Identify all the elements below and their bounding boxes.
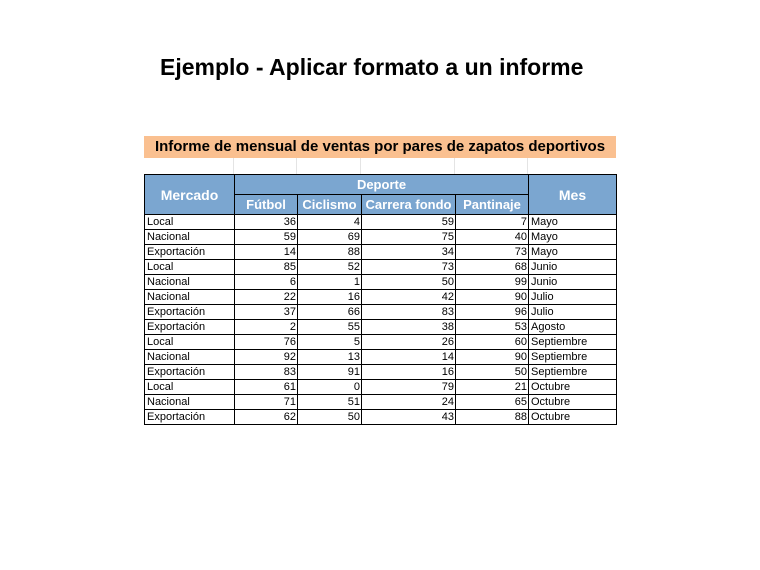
cell-patinaje: 40 (456, 230, 529, 245)
cell-ciclismo: 16 (298, 290, 362, 305)
cell-patinaje: 53 (456, 320, 529, 335)
cell-ciclismo: 0 (298, 380, 362, 395)
cell-mercado: Exportación (145, 365, 235, 380)
cell-futbol: 92 (235, 350, 298, 365)
cell-patinaje: 7 (456, 215, 529, 230)
table-row (145, 230, 617, 245)
blank-spacer-row (144, 158, 616, 174)
header-mes: Mes (529, 175, 617, 215)
cell-ciclismo: 5 (298, 335, 362, 350)
cell-carrera-fondo: 34 (362, 245, 456, 260)
report-banner: Informe de mensual de ventas por pares de zapatos deportivos (144, 136, 616, 158)
cell-ciclismo: 50 (298, 410, 362, 425)
cell-carrera-fondo: 14 (362, 350, 456, 365)
cell-carrera-fondo: 59 (362, 215, 456, 230)
header-patinaje: Pantinaje (456, 195, 529, 215)
cell-futbol: 83 (235, 365, 298, 380)
cell-patinaje: 96 (456, 305, 529, 320)
table-row (145, 395, 617, 410)
cell-mes: Octubre (529, 395, 617, 410)
cell-patinaje: 73 (456, 245, 529, 260)
cell-ciclismo: 51 (298, 395, 362, 410)
cell-futbol: 6 (235, 275, 298, 290)
cell-patinaje: 50 (456, 365, 529, 380)
table-row (145, 380, 617, 395)
cell-patinaje: 90 (456, 290, 529, 305)
cell-futbol: 22 (235, 290, 298, 305)
cell-mes: Mayo (529, 230, 617, 245)
header-carrera-fondo: Carrera fondo (362, 195, 456, 215)
cell-mes: Octubre (529, 410, 617, 425)
table-row (145, 275, 617, 290)
cell-carrera-fondo: 75 (362, 230, 456, 245)
cell-carrera-fondo: 73 (362, 260, 456, 275)
cell-carrera-fondo: 38 (362, 320, 456, 335)
cell-mes: Mayo (529, 215, 617, 230)
cell-ciclismo: 1 (298, 275, 362, 290)
cell-ciclismo: 13 (298, 350, 362, 365)
cell-futbol: 2 (235, 320, 298, 335)
cell-carrera-fondo: 79 (362, 380, 456, 395)
cell-ciclismo: 55 (298, 320, 362, 335)
cell-futbol: 62 (235, 410, 298, 425)
cell-patinaje: 99 (456, 275, 529, 290)
sales-table (144, 174, 617, 425)
cell-mercado: Local (145, 335, 235, 350)
cell-mercado: Exportación (145, 245, 235, 260)
cell-futbol: 61 (235, 380, 298, 395)
cell-mercado: Exportación (145, 305, 235, 320)
cell-mes: Septiembre (529, 350, 617, 365)
cell-ciclismo: 91 (298, 365, 362, 380)
header-deporte: Deporte (235, 175, 529, 195)
cell-mes: Julio (529, 290, 617, 305)
cell-carrera-fondo: 24 (362, 395, 456, 410)
cell-futbol: 59 (235, 230, 298, 245)
cell-futbol: 14 (235, 245, 298, 260)
table-row (145, 290, 617, 305)
cell-mercado: Nacional (145, 395, 235, 410)
cell-carrera-fondo: 50 (362, 275, 456, 290)
cell-ciclismo: 4 (298, 215, 362, 230)
cell-patinaje: 65 (456, 395, 529, 410)
cell-ciclismo: 52 (298, 260, 362, 275)
sales-table-body (145, 215, 617, 425)
cell-mercado: Nacional (145, 290, 235, 305)
table-row (145, 350, 617, 365)
table-row (145, 305, 617, 320)
cell-patinaje: 68 (456, 260, 529, 275)
cell-futbol: 71 (235, 395, 298, 410)
cell-mes: Septiembre (529, 335, 617, 350)
cell-patinaje: 90 (456, 350, 529, 365)
cell-mercado: Local (145, 380, 235, 395)
table-row (145, 320, 617, 335)
cell-ciclismo: 66 (298, 305, 362, 320)
cell-mes: Septiembre (529, 365, 617, 380)
table-row (145, 365, 617, 380)
table-row (145, 215, 617, 230)
cell-futbol: 76 (235, 335, 298, 350)
cell-mes: Octubre (529, 380, 617, 395)
cell-carrera-fondo: 83 (362, 305, 456, 320)
table-row (145, 410, 617, 425)
cell-futbol: 37 (235, 305, 298, 320)
header-futbol: Fútbol (235, 195, 298, 215)
cell-carrera-fondo: 16 (362, 365, 456, 380)
cell-mercado: Nacional (145, 230, 235, 245)
cell-patinaje: 60 (456, 335, 529, 350)
cell-mercado: Nacional (145, 350, 235, 365)
cell-mercado: Exportación (145, 320, 235, 335)
cell-mercado: Exportación (145, 410, 235, 425)
cell-futbol: 36 (235, 215, 298, 230)
cell-mes: Julio (529, 305, 617, 320)
header-ciclismo: Ciclismo (298, 195, 362, 215)
cell-patinaje: 88 (456, 410, 529, 425)
cell-mes: Junio (529, 260, 617, 275)
cell-ciclismo: 88 (298, 245, 362, 260)
cell-carrera-fondo: 42 (362, 290, 456, 305)
cell-mes: Mayo (529, 245, 617, 260)
cell-futbol: 85 (235, 260, 298, 275)
slide-title: Ejemplo - Aplicar formato a un informe (160, 54, 584, 80)
cell-carrera-fondo: 43 (362, 410, 456, 425)
cell-mercado: Nacional (145, 275, 235, 290)
cell-mes: Agosto (529, 320, 617, 335)
cell-mes: Junio (529, 275, 617, 290)
cell-mercado: Local (145, 215, 235, 230)
header-mercado: Mercado (145, 175, 235, 215)
table-row (145, 335, 617, 350)
cell-carrera-fondo: 26 (362, 335, 456, 350)
table-row (145, 245, 617, 260)
cell-ciclismo: 69 (298, 230, 362, 245)
cell-mercado: Local (145, 260, 235, 275)
cell-patinaje: 21 (456, 380, 529, 395)
table-row (145, 260, 617, 275)
